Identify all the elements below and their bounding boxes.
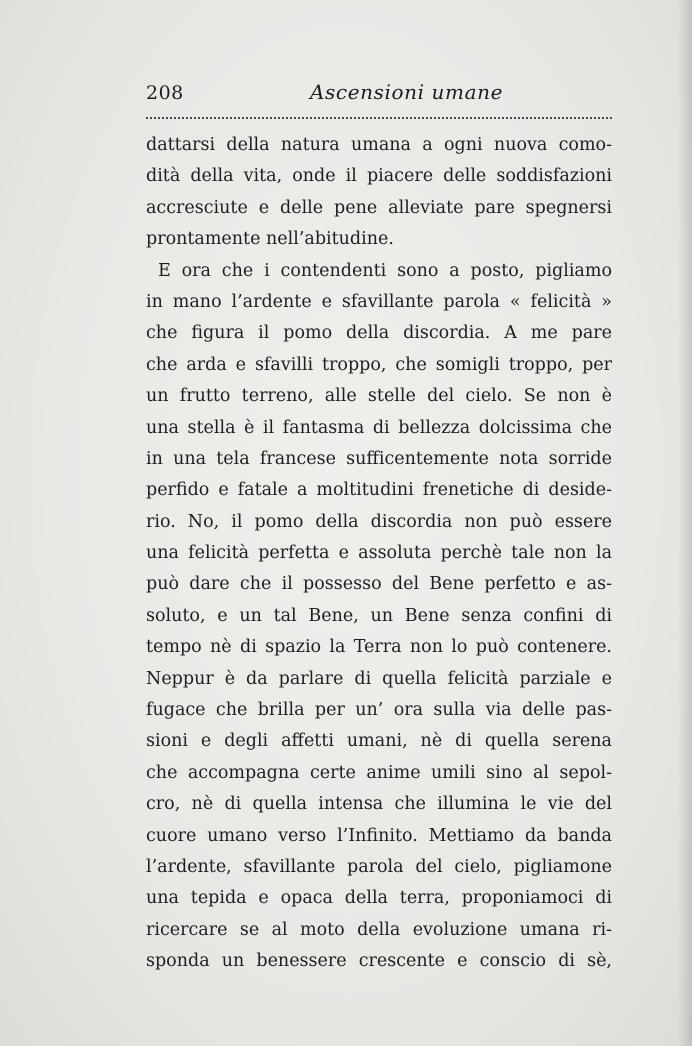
text-line: cro, nè di quella intensa che illumina le vie del <box>146 794 612 815</box>
text-line: E ora che i contendenti sono a posto, pigliamo <box>158 260 612 281</box>
text-line: un frutto terreno, alle stelle del cielo. Se non è <box>146 386 612 407</box>
text-line: prontamente nell’abitudine. <box>146 229 394 250</box>
running-title: Ascensioni umane <box>310 80 504 104</box>
text-line: tempo nè di spazio la Terra non lo può contenere. <box>146 637 612 658</box>
text-line: che figura il pomo della discordia. A me pare <box>146 323 612 344</box>
text-line: dità della vita, onde il piacere delle soddisfazioni <box>146 166 612 187</box>
text-line: sioni e degli affetti umani, nè di quella serena <box>146 731 612 752</box>
text-line: rio. No, il pomo della discordia non può essere <box>146 511 612 532</box>
text-line: in una tela francese sufficentemente nota sorride <box>146 448 612 469</box>
text-line: che arda e sfavilli troppo, che somigli troppo, per <box>146 354 612 375</box>
text-line: una tepida e opaca della terra, proponiamoci di <box>146 888 612 909</box>
text-line: soluto, e un tal Bene, un Bene senza confini di <box>146 605 612 626</box>
text-line: accresciute e delle pene alleviate pare spegnersi <box>146 197 612 218</box>
text-line: una stella è il fantasma di bellezza dolcissima che <box>146 417 612 438</box>
text-line: cuore umano verso l’Infinito. Mettiamo da banda <box>146 825 612 846</box>
text-line: in mano l’ardente e sfavillante parola « felicità » <box>146 291 612 312</box>
page-edge-shadow <box>678 0 692 1046</box>
page-number: 208 <box>146 82 184 104</box>
text-line: dattarsi della natura umana a ogni nuova como- <box>146 135 612 155</box>
text-line: l’ardente, sfavillante parola del cielo, pigliamone <box>146 856 612 877</box>
text-line: perfido e fatale a moltitudini frenetiche di deside- <box>146 480 612 501</box>
text-line: Neppur è da parlare di quella felicità parziale e <box>146 668 612 689</box>
header-dotted-rule <box>146 117 612 119</box>
text-line: fugace che brilla per un’ ora sulla via delle pas- <box>146 700 612 721</box>
body-text <box>146 130 612 978</box>
text-line: può dare che il possesso del Bene perfetto e as- <box>146 574 612 595</box>
text-line: ricercare se al moto della evoluzione umana ri- <box>146 919 612 940</box>
text-line: una felicità perfetta e assoluta perchè tale non la <box>146 543 612 564</box>
text-line: che accompagna certe anime umili sino al sepol- <box>146 762 612 783</box>
running-head <box>146 78 610 108</box>
text-line: sponda un benessere crescente e conscio di sè, <box>146 951 612 972</box>
